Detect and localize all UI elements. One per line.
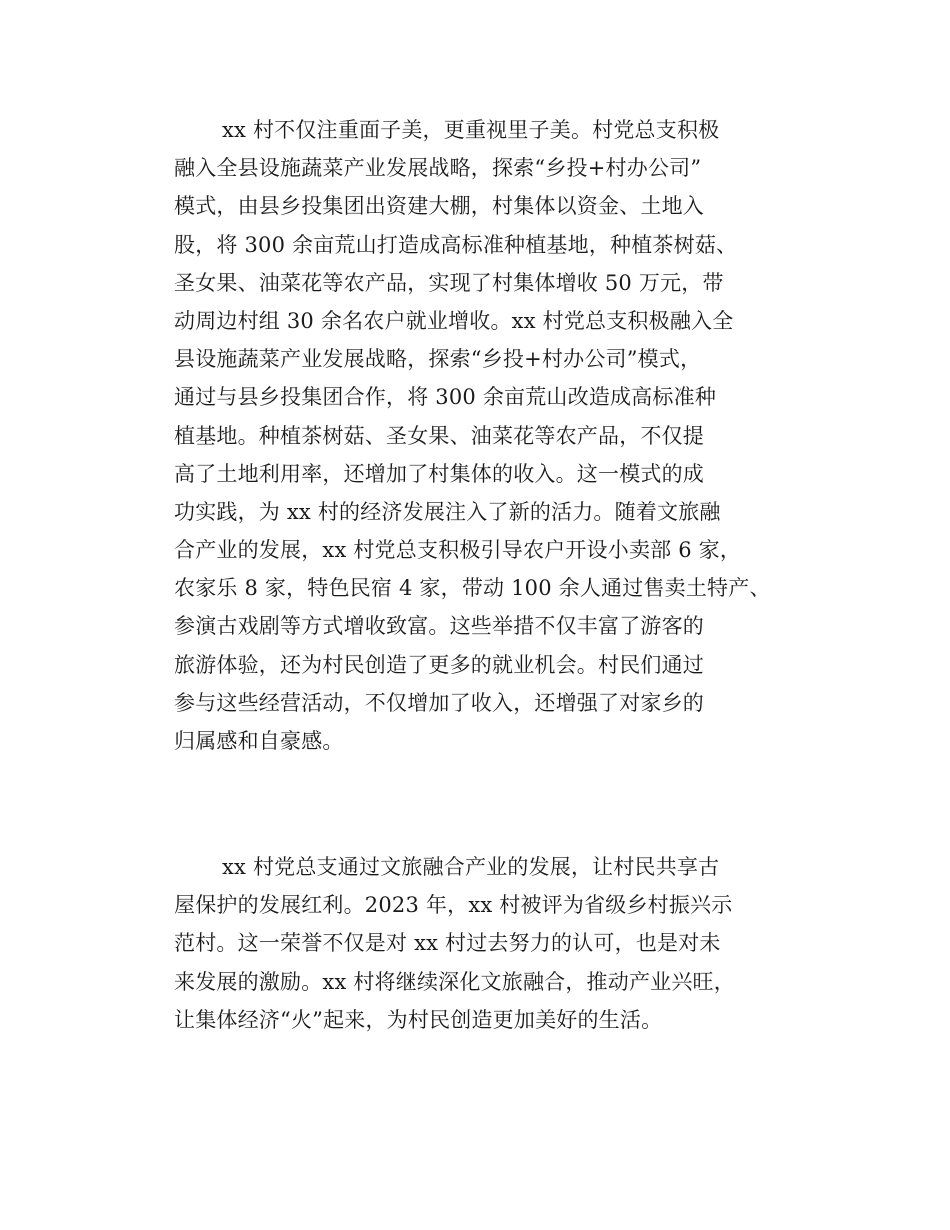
paragraph-line: 参演古戏剧等方式增收致富。这些举措不仅丰富了游客的 bbox=[174, 614, 704, 639]
paragraph-line: xx 村不仅注重面子美，更重视里子美。村党总支积极 bbox=[222, 118, 720, 142]
paragraph-line: 归属感和自豪感。 bbox=[174, 729, 344, 753]
paragraph-line: 旅游体验，还为村民创造了更多的就业机会。村民们通过 bbox=[174, 652, 704, 677]
paragraph-line: 圣女果、油菜花等农产品，实现了村集体增收 50 万元，带 bbox=[174, 270, 724, 295]
paragraph-line: 参与这些经营活动，不仅增加了收入，还增强了对家乡的 bbox=[174, 690, 704, 715]
paragraph-line: 屋保护的发展红利。2023 年，xx 村被评为省级乡村振兴示 bbox=[174, 893, 733, 918]
paragraph-line: 植基地。种植茶树菇、圣女果、油菜花等农产品，不仅提 bbox=[174, 423, 704, 448]
paragraph-line: 农家乐 8 家，特色民宿 4 家，带动 100 余人通过售卖土特产、 bbox=[174, 576, 771, 601]
paragraph-line: 模式，由县乡投集团出资建大棚，村集体以资金、土地入 bbox=[174, 194, 704, 219]
paragraph-line: 来发展的激励。xx 村将继续深化文旅融合，推动产业兴旺， bbox=[174, 969, 735, 994]
paragraph-line: 让集体经济“火”起来，为村民创造更加美好的生活。 bbox=[174, 1007, 663, 1032]
paragraph-line: 动周边村组 30 余名农户就业增收。xx 村党总支积极融入全 bbox=[174, 308, 734, 333]
paragraph-line: 融入全县设施蔬菜产业发展战略，探索“乡投+村办公司” bbox=[174, 156, 702, 181]
paragraph-1 bbox=[174, 111, 814, 760]
paragraph-line: 合产业的发展，xx 村党总支积极引导农户开设小卖部 6 家， bbox=[174, 538, 742, 563]
paragraph-line: xx 村党总支通过文旅融合产业的发展，让村民共享古 bbox=[222, 855, 720, 879]
paragraph-line: 股，将 300 余亩荒山打造成高标准种植基地，种植茶树菇、 bbox=[174, 232, 738, 257]
paragraph-line: 功实践，为 xx 村的经济发展注入了新的活力。随着文旅融 bbox=[174, 499, 721, 524]
paragraph-line: 高了土地利用率，还增加了村集体的收入。这一模式的成 bbox=[174, 461, 704, 486]
paragraph-line: 通过与县乡投集团合作，将 300 余亩荒山改造成高标准种 bbox=[174, 385, 717, 410]
paragraph-line: 范村。这一荣誉不仅是对 xx 村过去努力的认可，也是对未 bbox=[174, 931, 721, 956]
paragraph-line: 县设施蔬菜产业发展战略，探索“乡投+村办公司”模式， bbox=[174, 347, 702, 372]
paragraph-2 bbox=[174, 848, 814, 1039]
